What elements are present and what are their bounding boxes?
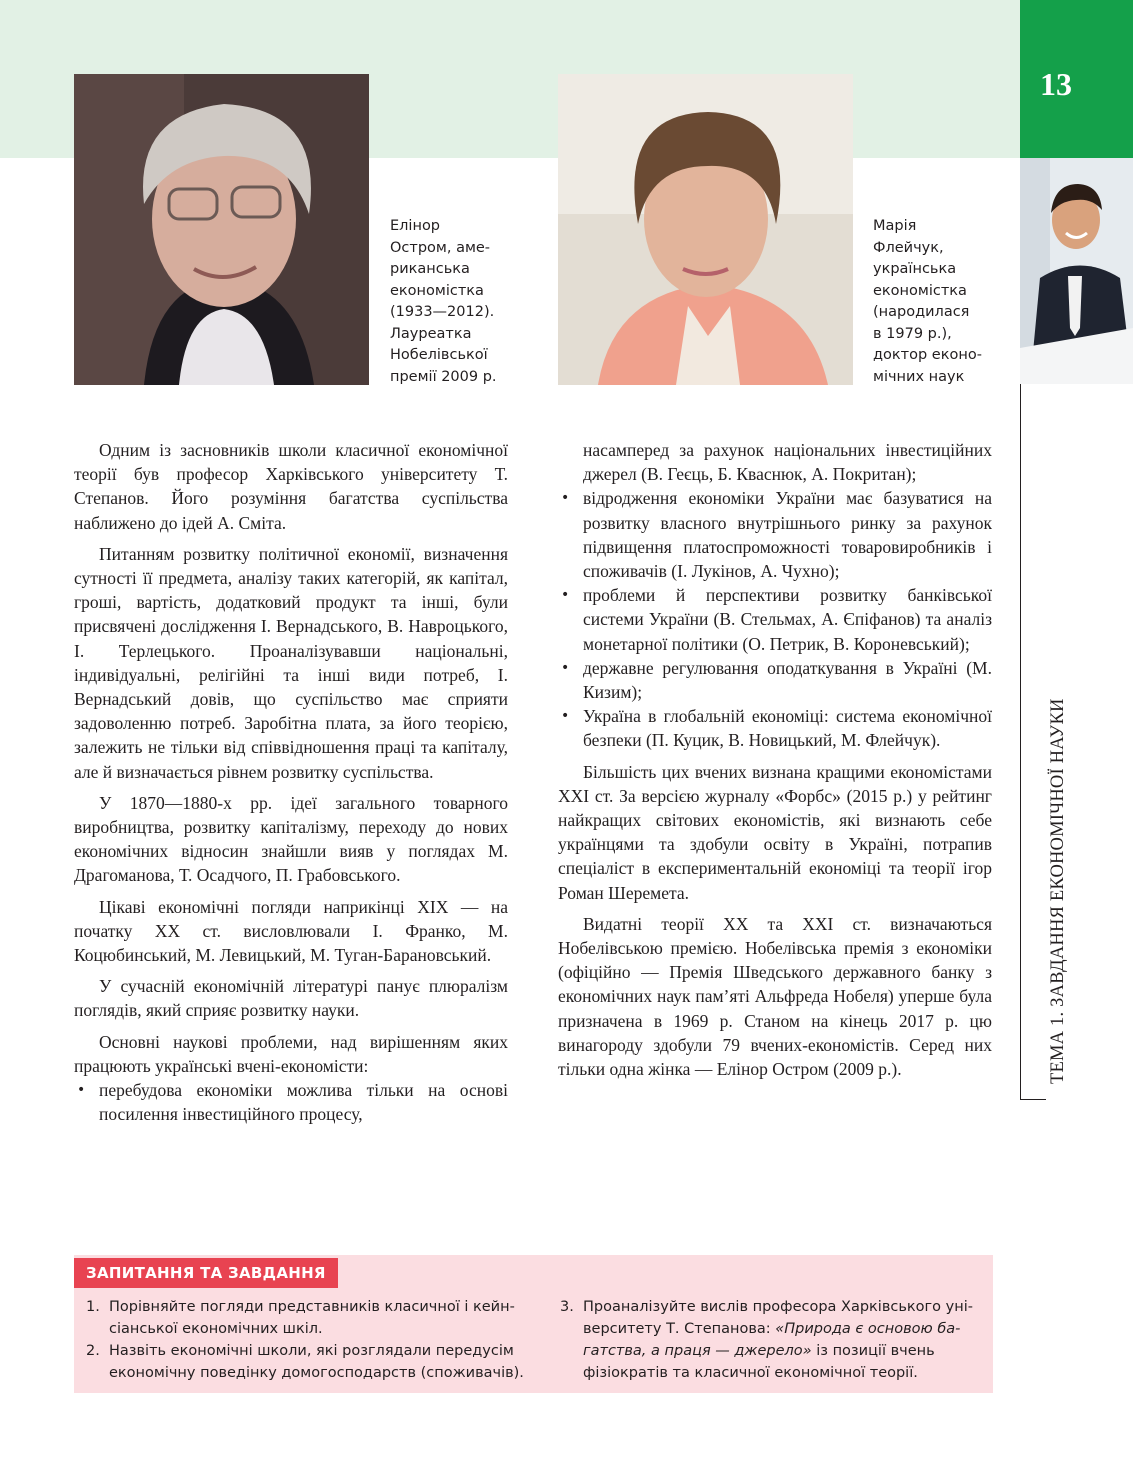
question-text-line: фізіократів та класичної економічної теорії. — [583, 1365, 918, 1381]
caption-line: економістка — [390, 282, 484, 299]
question-text-line — [583, 1340, 980, 1362]
question-text-line: економічну поведінку домогосподарств (споживачів). — [109, 1365, 524, 1381]
portrait-elderly-woman-icon — [74, 74, 369, 385]
caption-line: доктор еконо- — [873, 347, 982, 363]
text-column-right — [558, 438, 992, 1081]
caption-line: Елінор — [390, 218, 441, 234]
paragraph: Основні наукові проблеми, над вирішенням яких працюють українські вчені-економісти: — [74, 1031, 508, 1076]
paragraph: Цікаві економічні погляди наприкінці XIX — на початку XX ст. висловлювали І. Франко, М. Коцюбинський, М. Левицький, М. Туган-Барановський. — [74, 896, 508, 966]
problems-list — [74, 1078, 508, 1126]
portrait-woman-icon — [558, 74, 853, 385]
list-item: • державне регулювання оподаткування в Україні (М. Кизим); — [558, 656, 992, 704]
caption-line: риканська — [390, 261, 470, 277]
caption-line: Флейчук, — [873, 239, 944, 256]
question-item — [86, 1296, 515, 1340]
caption-line: економістка — [873, 282, 967, 299]
paragraph: У 1870—1880-х рр. ідеї загального товарного виробництва, розвитку капіталізму, переходу до нових економічних відносин знайшли вияв у поглядах М. Драгоманова, Т. Осадчого, П. Грабовського. — [74, 792, 508, 886]
caption-line: премії 2009 р. — [390, 368, 497, 385]
problems-list-continued — [558, 486, 992, 752]
questions-header: ЗАПИТАННЯ ТА ЗАВДАННЯ — [74, 1258, 338, 1288]
list-item: • Україна в глобальній економіці: система економічної безпеки (П. Куцик, В. Новицький, М. Флейчук). — [558, 704, 992, 752]
paragraph: Видатні теорії XX та XXI ст. визначаються Нобелівською премією. Нобелівська премія з економіки (офіційно — Премія Шведського державного банку з економічних наук пам’яті Альфреда Нобеля) уперше була призначена в 1969 р. Станом на кінець 2017 р. цю винагороду здобули 79 вчених-економістів. Серед них тільки одна жінка — Елінор Остром (2009 р.). — [558, 913, 992, 1080]
list-item: • проблеми й перспективи розвитку банківської системи України (В. Стельмах, А. Єпіфанов) та аналіз монетарної політики (О. Петрик, В. Короневський); — [558, 583, 992, 656]
caption-line: Нобелівської — [390, 347, 488, 363]
question-text-line: сіанської економічних шкіл. — [109, 1321, 323, 1337]
businessman-illustration-icon — [1020, 158, 1133, 384]
portrait-caption-ostrom — [390, 216, 510, 388]
paragraph: Більшість цих вчених визнана кращими економістами XXI ст. За версією журналу «Форбс» (2015 р.) у рейтинг найкращих світових економістів, які визнають себе українцями та здобули освіту в Україні, потрапив спеціаліст в експериментальній економіці та теорії ігор Роман Шеремета. — [558, 761, 992, 903]
caption-line: українська — [873, 261, 957, 277]
question-item — [560, 1296, 980, 1384]
topic-label: ТЕМА 1. ЗАВДАННЯ ЕКОНОМІЧНОЇ НАУКИ — [1048, 698, 1068, 1084]
portrait-elinor-ostrom — [74, 74, 369, 385]
list-item: • відродження економіки України має базуватися на розвитку власного внутрішнього ринку за рахунок підвищення платоспроможності товаровиробників і споживачів (І. Лукінов, А. Чухно); — [558, 486, 992, 583]
question-number: 3. — [560, 1299, 574, 1315]
paragraph: Питанням розвитку політичної економії, визначення сутності її предмета, аналізу таких категорій, як капітал, гроші, вартість, додатковий продукт та інші, були присвячені дослідження І. Вернадського, В. Навроцького, І. Терлецького. Проаналізувавши національні, індивідуальні, релігійні та інші види потреб, І. Вернадський довів, що суспільство має сприяти задоволенню потреб. Заробітна плата, за його теорією, залежить не тільки від співвідношення праці та капіталу, але й визначається рівнем розвитку суспільства. — [74, 543, 508, 782]
list-item-continuation: насамперед за рахунок національних інвестиційних джерел (В. Геєць, Б. Кваснюк, А. Покритан); — [583, 440, 992, 485]
portrait-mariia-fleichuk — [558, 74, 853, 385]
quote-text: «Природа є основою ба- — [775, 1321, 961, 1337]
caption-line: в 1979 р.), — [873, 325, 952, 342]
caption-line: Остром, аме- — [390, 239, 491, 256]
side-photo-businessman — [1020, 158, 1133, 384]
list-item: • перебудова економіки можлива тільки на основі посилення інвестиційного процесу, — [74, 1078, 508, 1126]
caption-line: мічних наук — [873, 368, 965, 385]
question-number: 2. — [86, 1343, 100, 1359]
question-text: верситету Т. Степанова: — [583, 1321, 776, 1337]
paragraph: У сучасній економічній літературі панує плюралізм поглядів, який сприяє розвитку науки. — [74, 976, 508, 1021]
questions-column-left — [86, 1296, 524, 1384]
caption-line: (народилася — [873, 304, 970, 320]
portrait-caption-fleichuk — [873, 216, 1001, 388]
page-number: 13 — [1040, 66, 1072, 102]
caption-line: Лауреатка — [390, 325, 472, 342]
side-divider-line — [1020, 384, 1021, 1100]
question-number: 1. — [86, 1299, 100, 1315]
caption-line: (1933—2012). — [390, 304, 495, 320]
text-column-left — [74, 438, 508, 1126]
paragraph: Одним із засновників школи класичної економічної теорії був професор Харківського університету Т. Степанов. Його розуміння багатства суспільства наближено до ідей А. Сміта. — [74, 440, 508, 533]
side-divider-tick — [1020, 1099, 1046, 1100]
caption-line: Марія — [873, 218, 917, 234]
question-text-line: Порівняйте погляди представників класичної і кейн- — [109, 1299, 515, 1315]
question-text-line: Проаналізуйте вислів професора Харківського уні- — [583, 1299, 973, 1315]
question-text-line: Назвіть економічні школи, які розглядали передусім — [109, 1343, 514, 1359]
question-text-line — [583, 1318, 980, 1340]
question-item — [86, 1340, 524, 1384]
question-text: із позиції вчень — [811, 1343, 935, 1359]
quote-text: гатства, а праця — джерело» — [583, 1343, 812, 1359]
questions-column-right — [560, 1296, 980, 1384]
